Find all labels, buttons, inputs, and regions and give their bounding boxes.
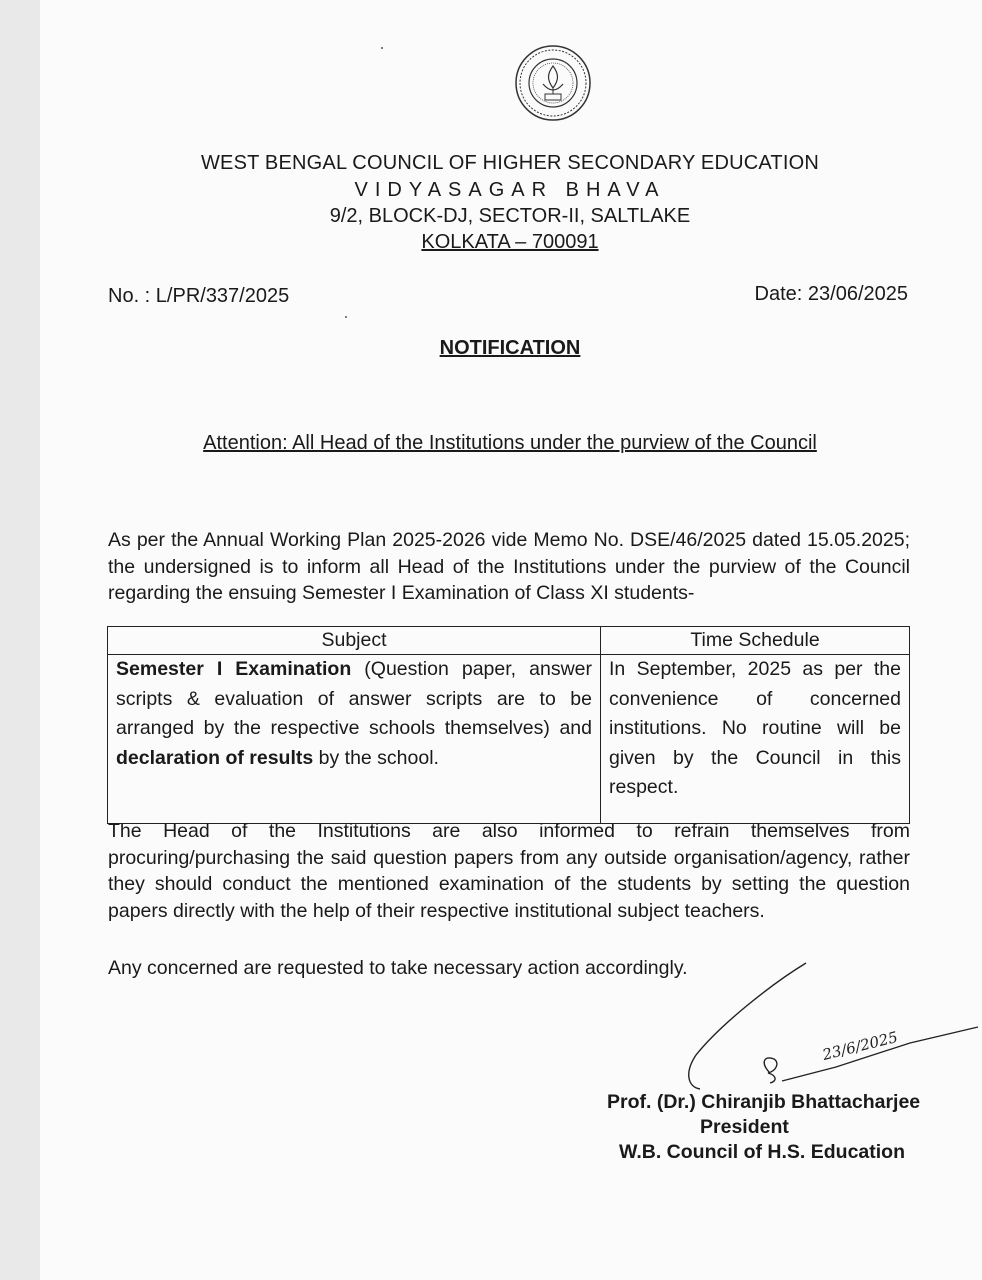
header-time-schedule: Time Schedule [601,627,910,655]
city-text: KOLKATA – 700091 [421,231,599,253]
closing-paragraph: Any concerned are requested to take necessary action accordingly. [108,957,688,979]
speck [381,47,383,49]
subject-bold-results: declaration of results [116,746,314,769]
signatory-designation: President [700,1116,789,1138]
document-page [40,0,982,1280]
notification-title [0,337,982,360]
header-subject: Subject [108,627,601,655]
refrain-paragraph: The Head of the Institutions are also informed to refrain themselves from procuring/purchasing the said question papers from any outside organisation/agency, rather they should conduct the mentioned examination of the students by setting the question papers directly with the help of their respective institutional subject teachers. [108,820,910,922]
building-name: VIDYASAGAR BHAVA [354,179,666,201]
schedule-table [107,626,910,824]
intro-paragraph: As per the Annual Working Plan 2025-2026 vide Memo No. DSE/46/2025 dated 15.05.2025; the undersigned is to inform all Head of the Institutions under the purview of the Council regarding the ensuing Semester I Examination of Class XI students- [108,529,910,604]
subject-cell [108,655,601,824]
subject-text-1: (Question paper, answer scripts & evaluation of answer scripts are to be arranged by the respective schools themselves) and [116,658,592,739]
council-name: WEST BENGAL COUNCIL OF HIGHER SECONDARY EDUCATION [200,152,820,174]
speck [345,316,347,318]
subject-bold-exam: Semester I Examination [116,658,352,680]
handwritten-date: 23/6/2025 [820,1027,900,1064]
council-seal-icon [514,44,592,122]
memo-date: Date: 23/06/2025 [754,283,908,305]
attention-line [0,432,982,455]
attention-text: Attention: All Head of the Institutions under the purview of the Council [203,432,817,454]
signatory-name: Prof. (Dr.) Chiranjib Bhattacharjee [607,1091,921,1113]
table-header-row [108,627,910,655]
signature-icon [660,955,980,1095]
schedule-cell: In September, 2025 as per the convenience of concerned institutions. No routine will be given by the Council in this respect. [601,655,910,824]
city-line [0,229,982,255]
subject-text-2: by the school. [313,746,439,769]
notification-title-text: NOTIFICATION [439,337,581,359]
table-row [108,655,910,824]
signatory-organisation: W.B. Council of H.S. Education [619,1141,905,1163]
memo-number: No. : L/PR/337/2025 [108,285,290,307]
address-line: 9/2, BLOCK-DJ, SECTOR-II, SALTLAKE [329,205,691,227]
